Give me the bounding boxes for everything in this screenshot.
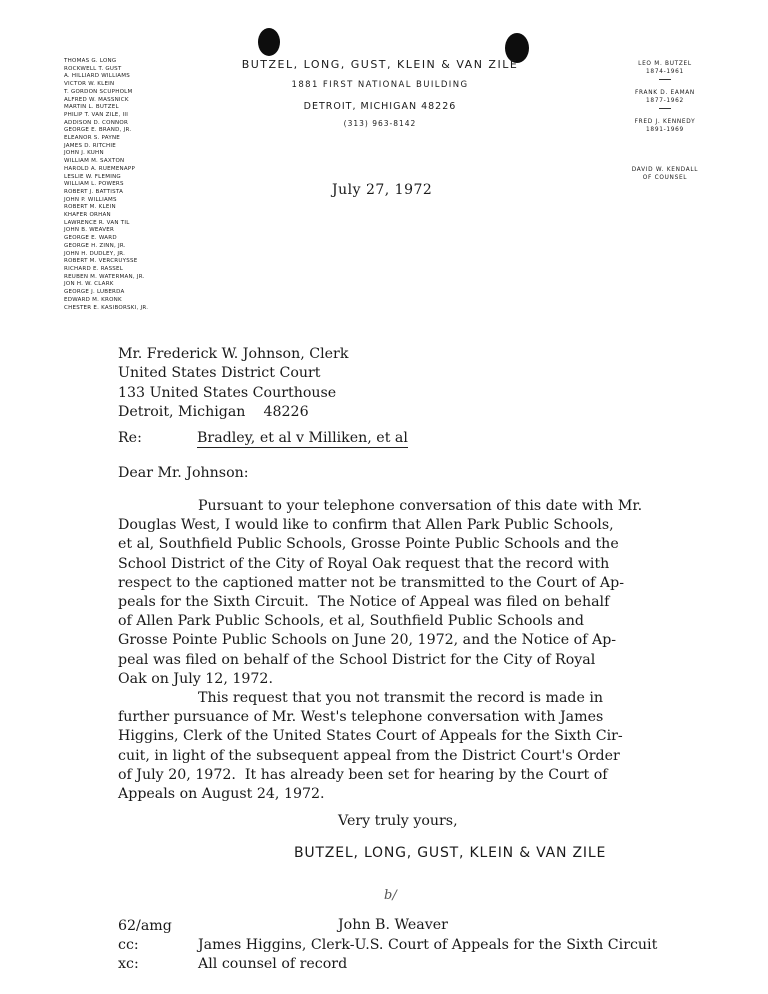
deceased-name: FRED J. KENNEDY bbox=[634, 119, 696, 125]
firm-phone: (313) 963-8142 bbox=[343, 119, 417, 128]
paragraph-line: Douglas West, I would like to confirm that Allen Park Public Schools, bbox=[118, 517, 614, 534]
handwritten-initials: b/ bbox=[384, 888, 397, 903]
partner-name: JON H. W. CLARK bbox=[64, 281, 114, 288]
deceased-name: FRANK D. EAMAN bbox=[635, 90, 695, 96]
partner-name: KHAFER ORHAN bbox=[64, 212, 111, 219]
partner-name: ADDISON D. CONNOR bbox=[64, 119, 129, 126]
partner-name: LAWRENCE R. VAN TIL bbox=[64, 219, 130, 226]
partner-name: PHILIP T. VAN ZILE, III bbox=[64, 111, 129, 118]
signer-name: John B. Weaver bbox=[338, 917, 448, 933]
recipient-address bbox=[118, 345, 348, 422]
paragraph-line: peals for the Sixth Circuit. The Notice of Appeal was filed on behalf bbox=[118, 594, 610, 611]
partner-name: ROBERT J. BATTISTA bbox=[64, 188, 124, 195]
deceased-partner-1 bbox=[610, 60, 720, 83]
paragraph-line: respect to the captioned matter not be transmitted to the Court of Ap- bbox=[118, 574, 625, 591]
copy-recipients bbox=[198, 936, 657, 974]
partner-name: GEORGE E. WARD bbox=[64, 235, 117, 242]
re-label: Re: bbox=[118, 430, 142, 446]
body-paragraph-2 bbox=[118, 689, 718, 804]
partner-name: ALFRED W. MASSNICK bbox=[64, 96, 129, 103]
cc-recipient: James Higgins, Clerk-U.S. Court of Appeals for the Sixth Circuit bbox=[198, 937, 658, 953]
deceased-partner-2 bbox=[610, 89, 720, 112]
partner-name: WILLIAM L. POWERS bbox=[64, 181, 124, 188]
paragraph-line: Grosse Pointe Public Schools on June 20, 1972, and the Notice of Ap- bbox=[118, 632, 617, 649]
recipient-line: Mr. Frederick W. Johnson, Clerk bbox=[118, 346, 349, 362]
letter-date: July 27, 1972 bbox=[332, 182, 433, 198]
deceased-years: 1877-1962 bbox=[646, 98, 684, 104]
partner-name: GEORGE H. ZINN, JR. bbox=[64, 242, 126, 249]
paragraph-line: Pursuant to your telephone conversation of this date with Mr. bbox=[198, 498, 643, 514]
salutation: Dear Mr. Johnson: bbox=[118, 465, 249, 481]
divider bbox=[659, 108, 671, 109]
firm-name-heading: BUTZEL, LONG, GUST, KLEIN & VAN ZILE bbox=[241, 58, 519, 71]
partner-name: CHESTER E. KASIBORSKI, JR. bbox=[64, 304, 149, 311]
partner-name: JOHN H. DUDLEY, JR. bbox=[64, 250, 126, 257]
cc-label: cc: bbox=[118, 937, 139, 953]
paragraph-line: of July 20, 1972. It has already been set for hearing by the Court of bbox=[118, 766, 608, 783]
body-paragraph-1 bbox=[118, 497, 718, 689]
partner-name: WILLIAM M. SAXTON bbox=[64, 158, 125, 165]
partner-name: JOHN J. KUHN bbox=[64, 150, 104, 157]
partner-name: RICHARD E. RASSEL bbox=[64, 265, 124, 272]
partner-name: JOHN B. WEAVER bbox=[64, 227, 115, 234]
recipient-line: 133 United States Courthouse bbox=[118, 384, 337, 401]
paragraph-line: of Allen Park Public Schools, et al, Southfield Public Schools and bbox=[118, 613, 584, 630]
paragraph-line: cuit, in light of the subsequent appeal from the District Court's Order bbox=[118, 747, 620, 764]
paragraph-line: et al, Southfield Public Schools, Grosse Pointe Public Schools and the bbox=[118, 536, 619, 553]
partner-name: JOHN P. WILLIAMS bbox=[64, 196, 117, 203]
partner-name: GEORGE E. BRAND, JR. bbox=[64, 127, 132, 134]
firm-address-line1: 1881 FIRST NATIONAL BUILDING bbox=[291, 80, 469, 90]
reference-initials: 62/amg bbox=[118, 918, 172, 934]
divider bbox=[659, 79, 671, 80]
partner-name: VICTOR W. KLEIN bbox=[64, 81, 115, 88]
deceased-years: 1874-1961 bbox=[646, 69, 684, 75]
paragraph-line: Oak on July 12, 1972. bbox=[118, 670, 273, 687]
deceased-years: 1891-1969 bbox=[646, 127, 684, 133]
of-counsel-block bbox=[610, 166, 720, 182]
partner-name: A. HILLIARD WILLIAMS bbox=[64, 73, 131, 80]
partner-name: REUBEN M. WATERMAN, JR. bbox=[64, 273, 145, 280]
of-counsel-label: OF COUNSEL bbox=[642, 175, 688, 181]
paragraph-line: This request that you not transmit the record is made in bbox=[198, 690, 604, 706]
partner-name: ROCKWELL T. GUST bbox=[64, 65, 122, 72]
deceased-name: LEO M. BUTZEL bbox=[638, 61, 692, 67]
paragraph-line: Appeals on August 24, 1972. bbox=[118, 786, 325, 803]
of-counsel-name: DAVID W. KENDALL bbox=[631, 167, 699, 173]
partner-name: LESLIE W. FLEMING bbox=[64, 173, 121, 180]
deceased-partner-3 bbox=[610, 118, 720, 134]
partner-name: GEORGE J. LUBERDA bbox=[64, 289, 125, 296]
xc-recipient: All counsel of record bbox=[198, 956, 348, 972]
partner-name: ELEANOR S. PAYNE bbox=[64, 135, 121, 142]
recipient-line: Detroit, Michigan 48226 bbox=[118, 403, 309, 420]
partner-name: JAMES D. RITCHIE bbox=[64, 142, 117, 149]
punch-hole-left bbox=[258, 28, 280, 56]
closing: Very truly yours, bbox=[338, 813, 458, 829]
partner-name: ROBERT M. VERCRUYSSE bbox=[64, 258, 138, 265]
xc-label: xc: bbox=[118, 956, 139, 972]
firm-address-line2: DETROIT, MICHIGAN 48226 bbox=[303, 101, 457, 112]
reference-block bbox=[118, 917, 172, 974]
partner-name: MARTIN L. BUTZEL bbox=[64, 104, 119, 111]
partner-list bbox=[64, 58, 194, 312]
paragraph-line: School District of the City of Royal Oak request that the record with bbox=[118, 555, 610, 572]
partner-name: HAROLD A. RUEMENAPP bbox=[64, 165, 136, 172]
paragraph-line: peal was filed on behalf of the School District for the City of Royal bbox=[118, 651, 596, 668]
paragraph-line: further pursuance of Mr. West's telephone conversation with James bbox=[118, 709, 604, 726]
partner-name: T. GORDON SCUPHOLM bbox=[64, 88, 133, 95]
partner-name: EDWARD M. KRONK bbox=[64, 296, 122, 303]
partner-name: THOMAS G. LONG bbox=[64, 58, 117, 64]
partner-name: ROBERT M. KLEIN bbox=[64, 204, 116, 211]
closing-firm-name: BUTZEL, LONG, GUST, KLEIN & VAN ZILE bbox=[294, 845, 607, 861]
paragraph-line: Higgins, Clerk of the United States Court of Appeals for the Sixth Cir- bbox=[118, 728, 623, 745]
re-subject: Bradley, et al v Milliken, et al bbox=[197, 430, 408, 446]
recipient-line: United States District Court bbox=[118, 365, 321, 382]
